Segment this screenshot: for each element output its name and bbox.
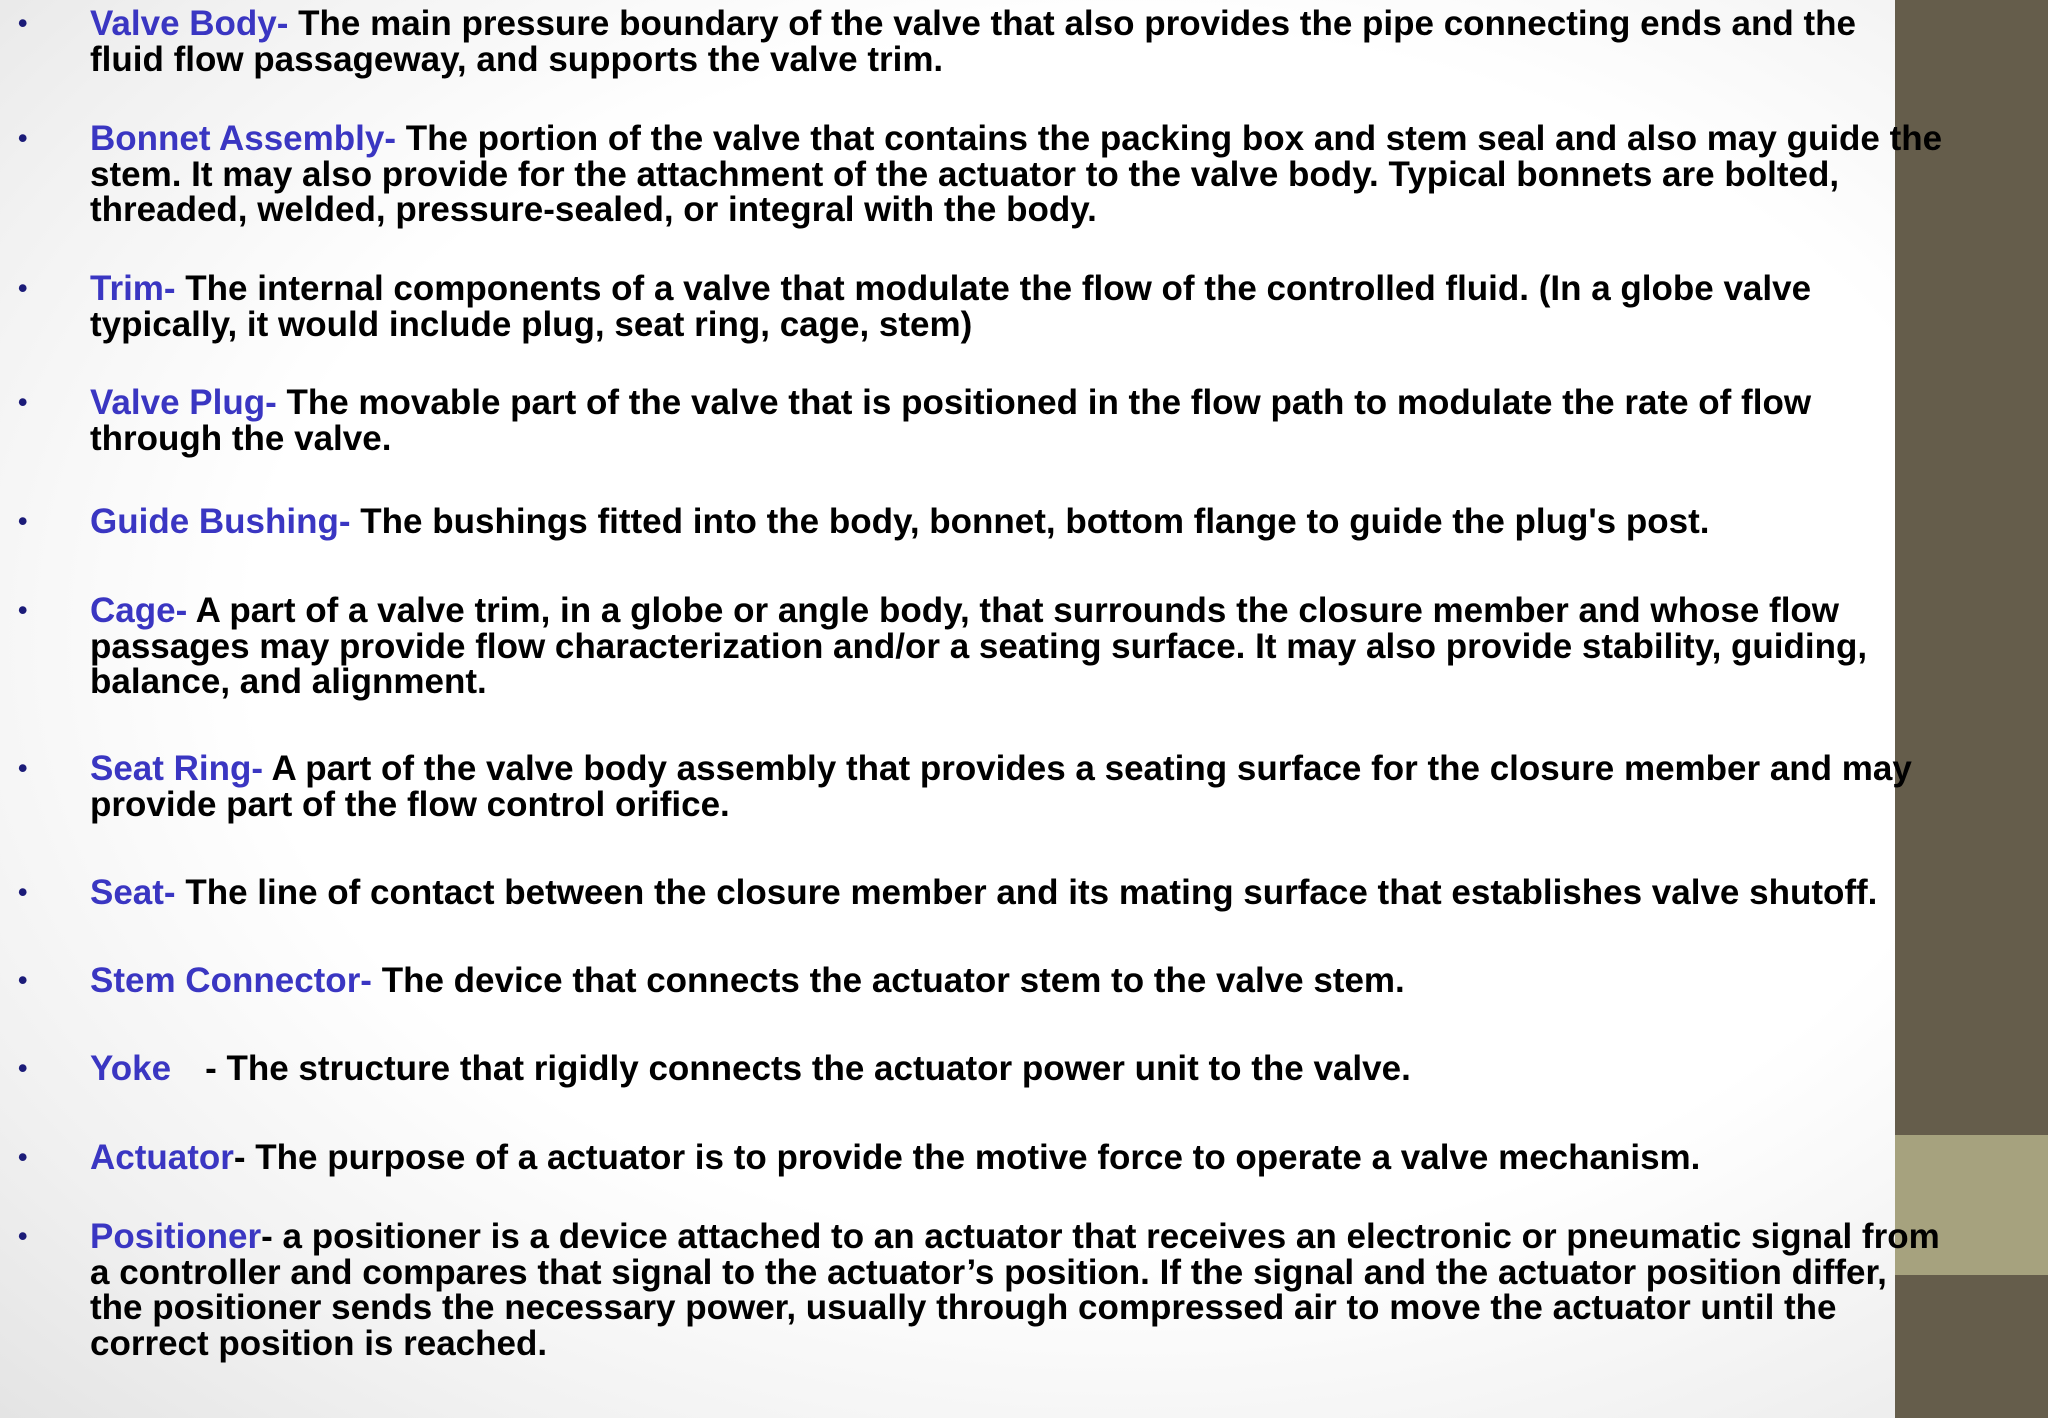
item-text	[90, 504, 2040, 540]
bullet-icon: •	[18, 273, 28, 303]
item-text	[90, 875, 2040, 911]
definition-text: a controller and compares that signal to the actuator’s position. If the signal and the actuator position differ,	[90, 1252, 1887, 1292]
definition-text: - The structure that rigidly connects the actuator power unit to the valve.	[205, 1049, 1411, 1088]
term-label: Valve Plug-	[90, 383, 277, 422]
bullet-icon: •	[18, 1053, 28, 1083]
bullet-icon: •	[18, 877, 28, 907]
text-line	[90, 875, 2040, 911]
definition-text: A part of a valve trim, in a globe or angle body, that surrounds the closure member and whose flow	[187, 591, 1840, 630]
definition-text: The portion of the valve that contains the packing box and stem seal and also may guide the	[395, 119, 1943, 158]
definition-text: through the valve.	[90, 418, 392, 458]
term-label: Cage-	[90, 591, 188, 630]
item-text	[90, 6, 2040, 77]
item-text	[90, 385, 2040, 456]
term-label: Valve Body-	[90, 4, 289, 43]
definition-text: balance, and alignment.	[90, 662, 487, 701]
bullet-icon: •	[18, 506, 28, 536]
definition-text: The device that connects the actuator stem to the valve stem.	[371, 961, 1405, 1000]
text-line	[90, 6, 2040, 42]
bullet-icon: •	[18, 123, 28, 153]
definition-text: provide part of the flow control orifice.	[90, 784, 730, 824]
definition-text: threaded, welded, pressure-sealed, or integral with the body.	[90, 190, 1097, 229]
definition-text: The bushings fitted into the body, bonnet, bottom flange to guide the plug's post.	[350, 502, 1710, 541]
text-line	[90, 1051, 2040, 1087]
bullet-icon: •	[18, 1142, 28, 1172]
definition-text: A part of the valve body assembly that provides a seating surface for the closure member and may	[263, 749, 1912, 788]
term-label: Bonnet Assembly-	[90, 119, 396, 158]
text-line	[90, 385, 2040, 421]
bullet-icon: •	[18, 1221, 28, 1251]
term-label: Actuator	[90, 1138, 234, 1177]
item-text	[90, 751, 2040, 822]
definition-text: typically, it would include plug, seat ring, cage, stem)	[90, 304, 973, 344]
text-line	[90, 504, 2040, 540]
definition-text: The line of contact between the closure member and its mating surface that establishes valve shutoff.	[175, 873, 1878, 912]
item-text	[90, 963, 2040, 999]
definition-text: The internal components of a valve that modulate the flow of the controlled fluid. (In a globe valve	[175, 269, 1812, 308]
text-line	[90, 121, 2040, 157]
item-text	[90, 271, 2040, 342]
bullet-icon: •	[18, 8, 28, 38]
definition-text: the positioner sends the necessary power, usually through compressed air to move the actuator until the	[90, 1288, 1837, 1327]
term-label: Guide Bushing-	[90, 502, 351, 541]
term-label: Yoke	[90, 1049, 172, 1088]
item-text	[90, 1140, 2040, 1176]
definition-text: correct position is reached.	[90, 1323, 548, 1363]
item-text	[90, 593, 2040, 700]
text-line	[90, 1219, 2040, 1255]
definition-text: fluid flow passageway, and supports the valve trim.	[90, 39, 944, 79]
definition-text: passages may provide flow characterization and/or a seating surface. It may also provide stability, guiding,	[90, 626, 1868, 666]
item-text	[90, 1219, 2040, 1361]
definition-text: The movable part of the valve that is positioned in the flow path to modulate the rate of flow	[276, 383, 1812, 422]
term-label: Trim-	[90, 269, 176, 308]
term-label: Positioner	[90, 1217, 262, 1256]
bullet-icon: •	[18, 753, 28, 783]
term-label: Seat-	[90, 873, 176, 912]
item-text	[90, 1051, 2040, 1087]
text-line	[90, 593, 2040, 629]
term-label: Stem Connector-	[90, 961, 372, 1000]
definition-text: The main pressure boundary of the valve that also provides the pipe connecting ends and the	[288, 4, 1856, 43]
bullet-icon: •	[18, 387, 28, 417]
definition-text: stem. It may also provide for the attachment of the actuator to the valve body. Typical bonnets are bolted,	[90, 154, 1840, 194]
text-line	[90, 1140, 2040, 1176]
term-label: Seat Ring-	[90, 749, 264, 788]
item-text	[90, 121, 2040, 228]
text-line	[90, 963, 2040, 999]
definition-text: - a positioner is a device attached to an actuator that receives an electronic or pneumatic signal from	[261, 1217, 1940, 1256]
bullet-icon: •	[18, 595, 28, 625]
text-line	[90, 751, 2040, 787]
bullet-icon: •	[18, 965, 28, 995]
text-line	[90, 271, 2040, 307]
definition-text: - The purpose of a actuator is to provide the motive force to operate a valve mechanism.	[233, 1138, 1701, 1177]
